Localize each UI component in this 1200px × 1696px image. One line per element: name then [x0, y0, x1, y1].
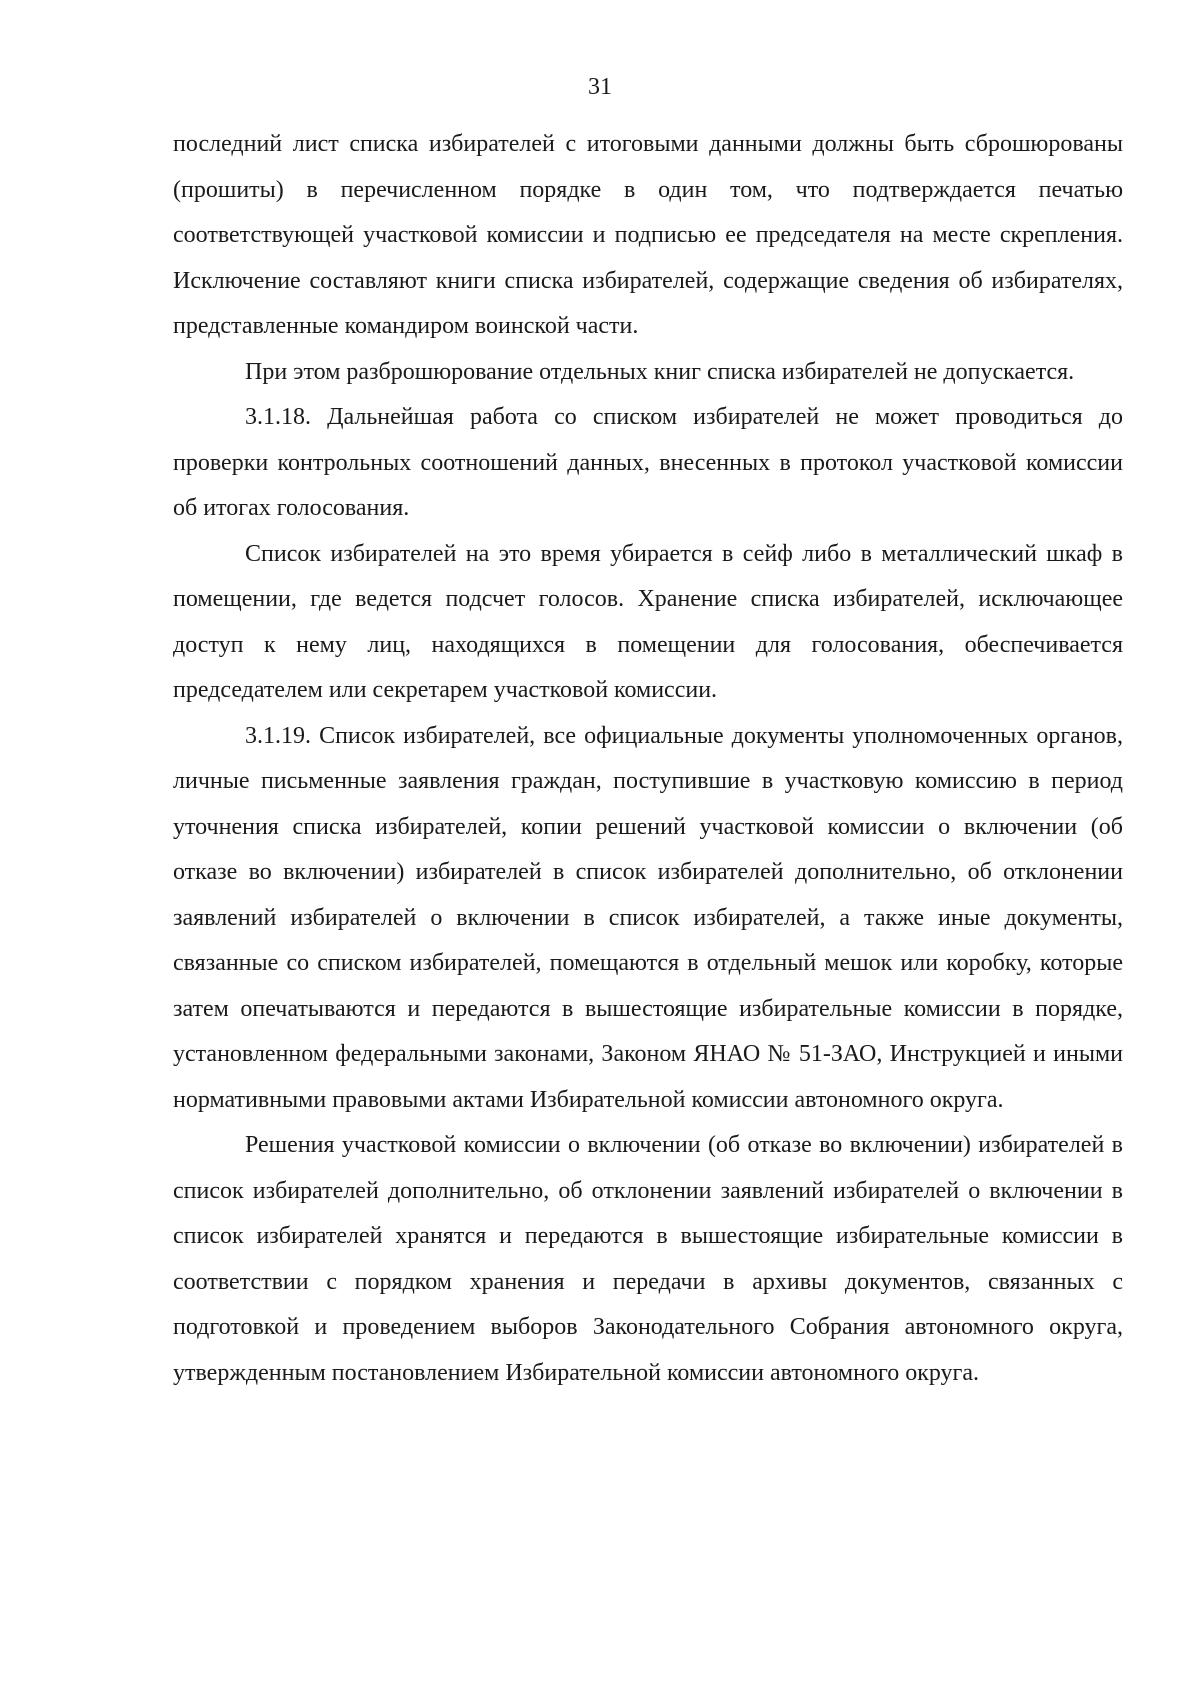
document-body [173, 122, 1123, 1396]
paragraph-continuation: последний лист списка избирателей с итоговыми данными должны быть сброшюрованы (прошиты) в перечисленном порядке в один том, что подтверждается печатью соответствующей участковой комиссии и подписью ее председателя на месте скрепления. Исключение составляют книги списка избирателей, содержащие сведения об избирателях, представленные командиром воинской части. [173, 131, 1123, 339]
paragraph-3-1-19: 3.1.19. Список избирателей, все официальные документы уполномоченных органов, личные письменные заявления граждан, поступившие в участковую комиссию в период уточнения списка избирателей, копии решений участковой комиссии о включении (об отказе во включении) избирателей в список избирателей дополнительно, об отклонении заявлений избирателей о включении в список избирателей, а также иные документы, связанные со списком избирателей, помещаются в отдельный мешок или коробку, которые затем опечатываются и передаются в вышестоящие избирательные комиссии в порядке, установленном федеральными законами, Законом ЯНАО № 51-ЗАО, Инструкцией и иными нормативными правовыми актами Избирательной комиссии автономного округа. [173, 722, 1123, 1113]
paragraph-list-storage: Список избирателей на это время убирается в сейф либо в металлический шкаф в помещении, где ведется подсчет голосов. Хранение списка избирателей, исключающее доступ к нему лиц, находящихся в помещении для голосования, обеспечивается председателем или секретарем участковой комиссии. [173, 540, 1123, 703]
paragraph-decisions-storage: Решения участковой комиссии о включении (об отказе во включении) избирателей в список избирателей дополнительно, об отклонении заявлений избирателей о включении в список избирателей хранятся и передаются в вышестоящие избирательные комиссии в соответствии с порядком хранения и передачи в архивы документов, связанных с подготовкой и проведением выборов Законодательного Собрания автономного округа, утвержденным постановлением Избирательной комиссии автономного округа. [173, 1132, 1123, 1386]
page-number: 31 [588, 74, 612, 100]
paragraph-rebinding-prohibition: При этом разброшюрование отдельных книг списка избирателей не допускается. [245, 358, 1075, 385]
paragraph-3-1-18: 3.1.18. Дальнейшая работа со списком избирателей не может проводиться до проверки контрольных соотношений данных, внесенных в протокол участковой комиссии об итогах голосования. [173, 404, 1123, 521]
